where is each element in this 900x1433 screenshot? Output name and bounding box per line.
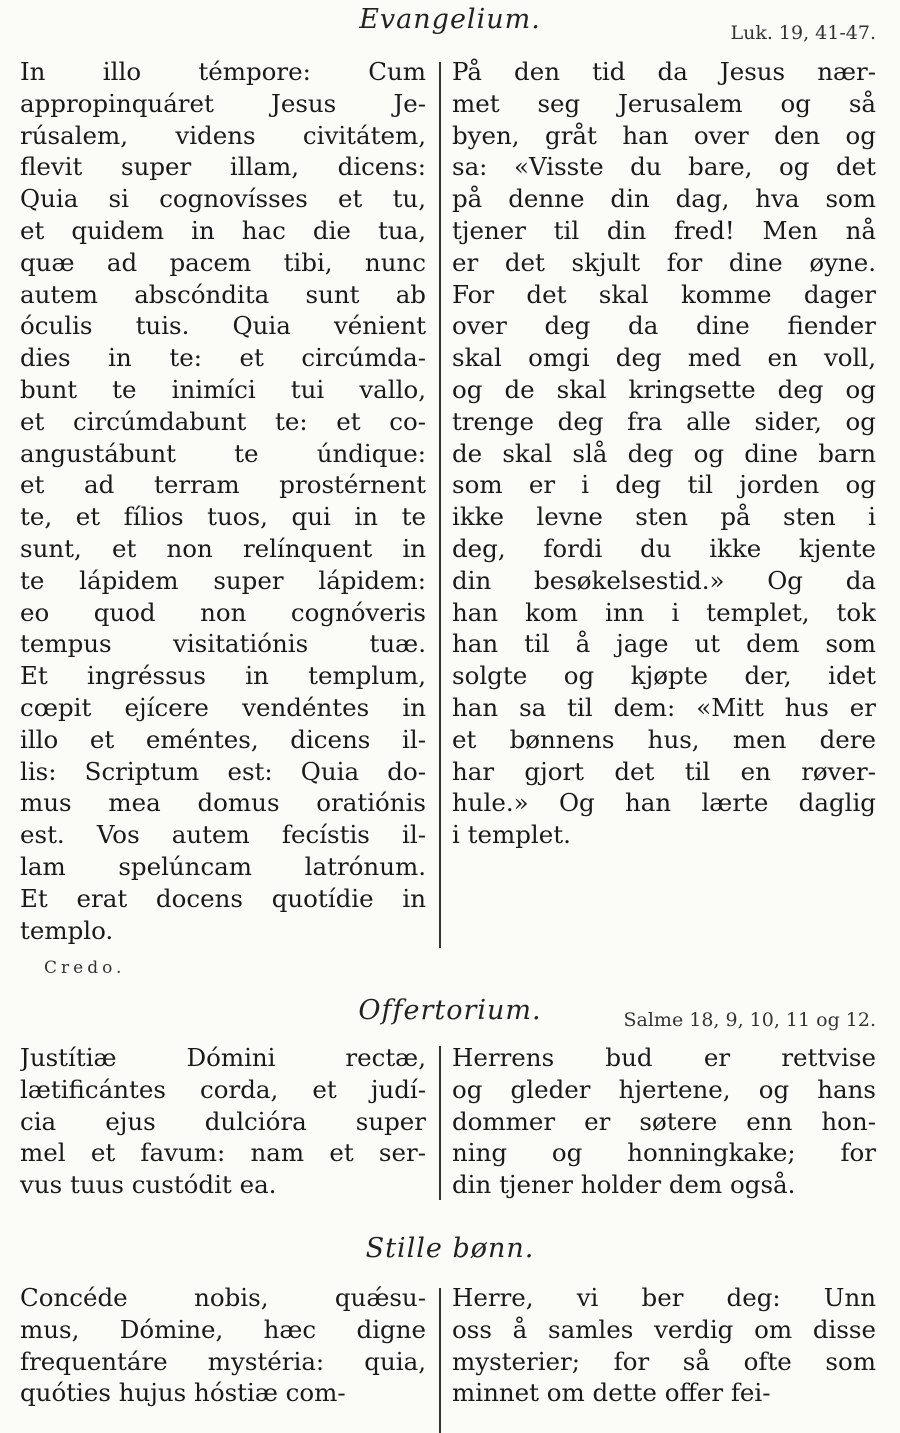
offertorium-header <box>0 995 900 1031</box>
text-line: Quia si cognovísses et tu, <box>20 184 426 214</box>
text-line: dies in te: et circúmda- <box>20 343 426 373</box>
text-line: et bønnens hus, men dere <box>452 724 876 754</box>
text-line: eo quod non cognóveris <box>20 597 426 627</box>
stille-bonn-latin-column <box>20 1282 426 1409</box>
text-line: te, et fílios tuos, qui in te <box>20 502 426 532</box>
offertorium-heading: Offertorium. <box>358 995 542 1026</box>
text-line: bunt te inimíci tui vallo, <box>20 374 426 404</box>
text-line: lis: Scriptum est: Quia do- <box>20 756 426 786</box>
text-line: din besøkelsestid.» Og da <box>452 565 876 595</box>
text-line: frequentáre mystéria: quia, <box>20 1346 426 1376</box>
text-line: autem abscóndita sunt ab <box>20 279 426 309</box>
evangelium-reference: Luk. 19, 41-47. <box>730 22 876 44</box>
text-line: vus tuus custódit ea. <box>20 1170 277 1200</box>
text-line: skal omgi deg med en voll, <box>452 343 876 373</box>
text-line: mus mea domus oratiónis <box>20 788 426 818</box>
text-line: og de skal kringsette deg og <box>452 374 876 404</box>
text-line: mysterier; for så ofte som <box>452 1346 876 1376</box>
text-line: et quidem in hac die tua, <box>20 215 426 245</box>
text-line: På den tid da Jesus nær- <box>452 57 876 86</box>
evangelium-heading: Evangelium. <box>359 4 541 35</box>
text-line: et circúmdabunt te: et co- <box>20 406 426 436</box>
text-line: sa: «Visste du bare, og det <box>452 152 876 182</box>
credo-rubric: Credo. <box>44 958 126 978</box>
text-line: han kom inn i templet, tok <box>452 597 876 627</box>
text-line: oss å samles verdig om disse <box>452 1314 876 1344</box>
text-line: sunt, et non relínquent in <box>20 533 426 563</box>
text-line: et ad terram prostérnent <box>20 470 426 500</box>
text-line: óculis tuis. Quia vénient <box>20 311 426 341</box>
text-line: cia ejus dulcióra super <box>20 1106 426 1136</box>
text-line: For det skal komme dager <box>452 279 876 309</box>
offertorium-reference: Salme 18, 9, 10, 11 og 12. <box>623 1009 876 1031</box>
text-line: i templet. <box>452 820 571 850</box>
text-line: mel et favum: nam et ser- <box>20 1138 426 1168</box>
text-line: ning og honningkake; for <box>452 1138 876 1168</box>
text-line: lam spelúncam latrónum. <box>20 851 426 881</box>
text-line: over deg da dine fiender <box>452 311 876 341</box>
text-line: har gjort det til en røver- <box>452 756 876 786</box>
text-line: quæ ad pacem tibi, nunc <box>20 247 426 277</box>
text-line: illo et eméntes, dicens il- <box>20 724 426 754</box>
text-line: met seg Jerusalem og så <box>452 88 876 118</box>
text-line: Et ingréssus in templum, <box>20 661 426 691</box>
text-line: In illo témpore: Cum <box>20 57 426 86</box>
text-line: templo. <box>20 915 114 945</box>
text-line: rúsalem, videns civitátem, <box>20 120 426 150</box>
text-line: tempus visitatiónis tuæ. <box>20 629 426 659</box>
stille-bonn-norwegian-column <box>452 1282 876 1409</box>
column-divider <box>439 62 441 948</box>
text-line: lætificántes corda, et judí- <box>20 1074 426 1104</box>
evangelium-norwegian-column <box>452 56 876 851</box>
text-line: Concéde nobis, quǽsu- <box>20 1283 426 1312</box>
text-line: cœpit ejícere vendéntes in <box>20 692 426 722</box>
text-line: te lápidem super lápidem: <box>20 565 426 595</box>
stille-bonn-header <box>0 1233 900 1269</box>
offertorium-norwegian-column <box>452 1042 876 1201</box>
evangelium-header <box>0 4 900 44</box>
text-line: de skal slå deg og dine barn <box>452 438 876 468</box>
text-line: mus, Dómine, hæc digne <box>20 1314 426 1344</box>
text-line: han sa til dem: «Mitt hus er <box>452 692 876 722</box>
column-divider <box>439 1046 441 1200</box>
text-line: hule.» Og han lærte daglig <box>452 788 876 818</box>
text-line: din tjener holder dem også. <box>452 1170 796 1200</box>
stille-bonn-heading: Stille bønn. <box>365 1233 535 1264</box>
text-line: angustábunt te úndique: <box>20 438 426 468</box>
text-line: solgte og kjøpte der, idet <box>452 661 876 691</box>
text-line: som er i deg til jorden og <box>452 470 876 500</box>
text-line: byen, gråt han over den og <box>452 120 876 150</box>
offertorium-latin-column <box>20 1042 426 1201</box>
text-line: Justítiæ Dómini rectæ, <box>20 1043 426 1072</box>
text-line: han til å jage ut dem som <box>452 629 876 659</box>
evangelium-latin-column <box>20 56 426 946</box>
text-line: Et erat docens quotídie in <box>20 883 426 913</box>
text-line: minnet om dette offer fei- <box>452 1378 771 1408</box>
text-line: appropinquáret Jesus Je- <box>20 88 426 118</box>
text-line: og gleder hjertene, og hans <box>452 1074 876 1104</box>
text-line: er det skjult for dine øyne. <box>452 247 876 277</box>
text-line: dommer er søtere enn hon- <box>452 1106 876 1136</box>
text-line: Herre, vi ber deg: Unn <box>452 1283 876 1312</box>
text-line: trenge deg fra alle sider, og <box>452 406 876 436</box>
text-line: Herrens bud er rettvise <box>452 1043 876 1072</box>
text-line: quóties hujus hóstiæ com- <box>20 1378 346 1408</box>
text-line: på denne din dag, hva som <box>452 184 876 214</box>
text-line: ikke levne sten på sten i <box>452 502 876 532</box>
text-line: est. Vos autem fecístis il- <box>20 820 426 850</box>
text-line: tjener til din fred! Men nå <box>452 215 876 245</box>
text-line: deg, fordi du ikke kjente <box>452 533 876 563</box>
text-line: flevit super illam, dicens: <box>20 152 426 182</box>
column-divider <box>439 1288 441 1433</box>
